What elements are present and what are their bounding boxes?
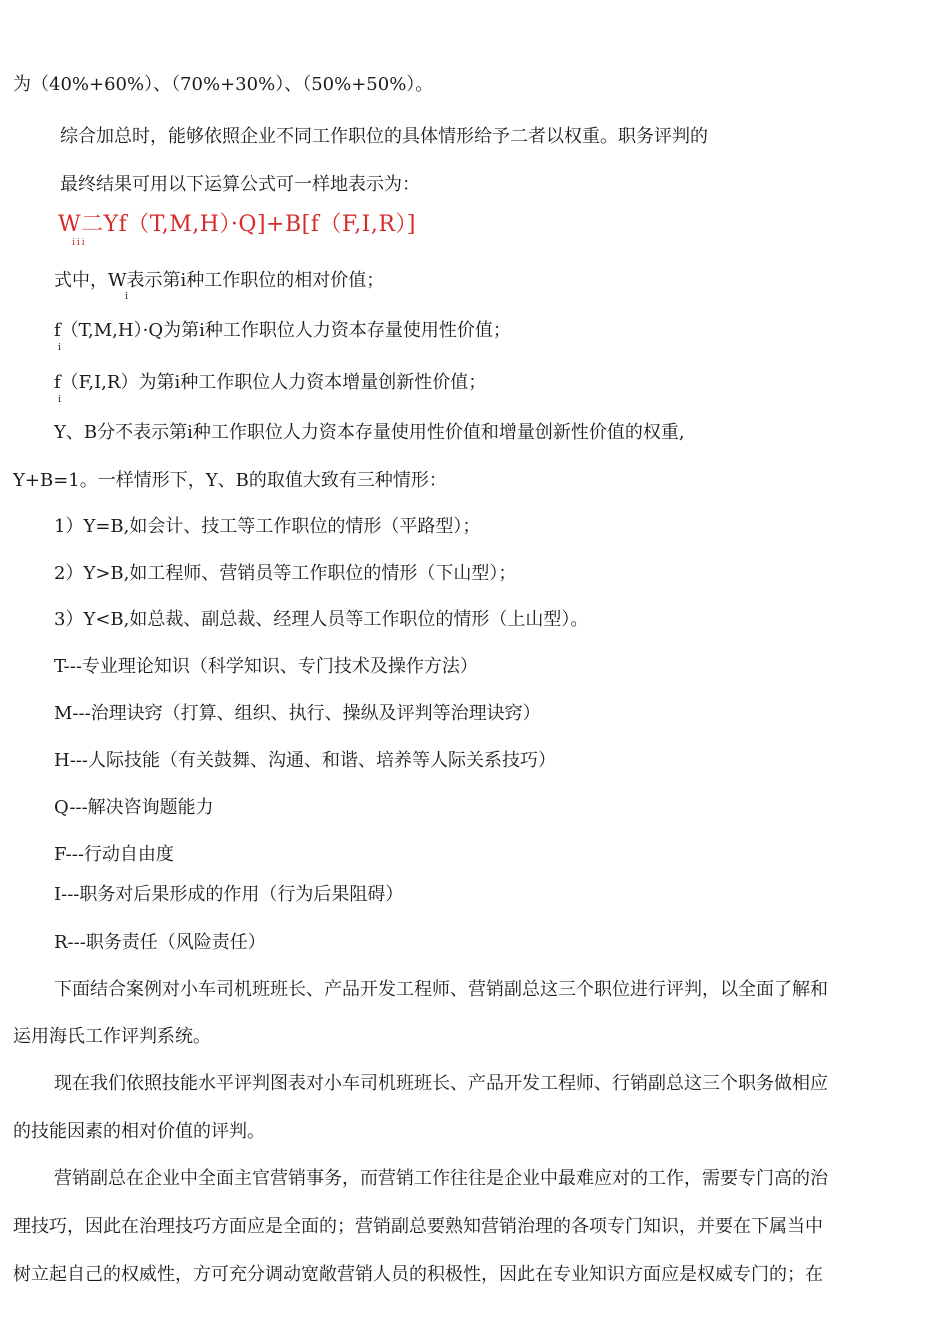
- text-line: 式中，W表示第i种工作职位的相对价值；: [54, 270, 385, 291]
- text-line: 营销副总在企业中全面主官营销事务，而营销工作往往是企业中最难应对的工作，需要专门高的治: [54, 1168, 828, 1189]
- formula: W二Yf（T,M,H）·Q]+B[f（F,I,R）]: [58, 212, 417, 237]
- definition-item: I---职务对后果形成的作用（行为后果阻碍）: [54, 884, 404, 905]
- text-line: 理技巧，因此在治理技巧方面应是全面的；营销副总要熟知营销治理的各项专门知识，并要在下属当中: [13, 1216, 823, 1237]
- text-line: 下面结合案例对小车司机班班长、产品开发工程师、营销副总这三个职位进行评判，以全面了解和: [54, 979, 828, 1000]
- definition-item: H---人际技能（有关鼓舞、沟通、和谐、培养等人际关系技巧）: [54, 750, 556, 771]
- text-line: f（F,I,R）为第i种工作职位人力资本增量创新性价值；: [54, 372, 487, 393]
- definition-item: T---专业理论知识（科学知识、专门技术及操作方法）: [54, 656, 478, 677]
- text-line: 最终结果可用以下运算公式可一样地表示为：: [60, 174, 420, 195]
- text-line: Y+B=1。一样情形下，Y、B的取值大致有三种情形：: [13, 470, 447, 491]
- text-line: 运用海氏工作评判系统。: [13, 1026, 211, 1047]
- text-line: 现在我们依照技能水平评判图表对小车司机班班长、产品开发工程师、行销副总这三个职务做相应: [54, 1073, 828, 1094]
- text-line: Y、B分不表示第i种工作职位人力资本存量使用性价值和增量创新性价值的权重,: [54, 422, 685, 443]
- definition-item: Q---解决咨询题能力: [54, 797, 214, 818]
- definition-item: F---行动自由度: [54, 844, 174, 865]
- subscript: i: [125, 292, 128, 302]
- text-line: f（T,M,H）·Q为第i种工作职位人力资本存量使用性价值；: [54, 320, 511, 341]
- definition-item: R---职务责任（风险责任）: [54, 932, 266, 953]
- text-line: 树立起自己的权威性，方可充分调动宽敞营销人员的积极性，因此在专业知识方面应是权威专门的；在: [13, 1264, 823, 1285]
- text-line: 为（40%+60%）、（70%+30%）、（50%+50%）。: [13, 74, 434, 95]
- list-item: 3）Y<B,如总裁、副总裁、经理人员等工作职位的情形（上山型）。: [54, 609, 589, 630]
- list-item: 2）Y>B,如工程师、营销员等工作职位的情形（下山型）；: [54, 563, 517, 584]
- formula-subscript: iii: [72, 238, 87, 248]
- text-line: 综合加总时，能够依照企业不同工作职位的具体情形给予二者以权重。职务评判的: [60, 126, 708, 147]
- definition-item: M---治理诀窍（打算、组织、执行、操纵及评判等治理诀窍）: [54, 703, 541, 724]
- subscript: i: [58, 395, 61, 405]
- text-line: 的技能因素的相对价值的评判。: [13, 1121, 265, 1142]
- list-item: 1）Y=B,如会计、技工等工作职位的情形（平路型）；: [54, 516, 481, 537]
- subscript: i: [58, 343, 61, 353]
